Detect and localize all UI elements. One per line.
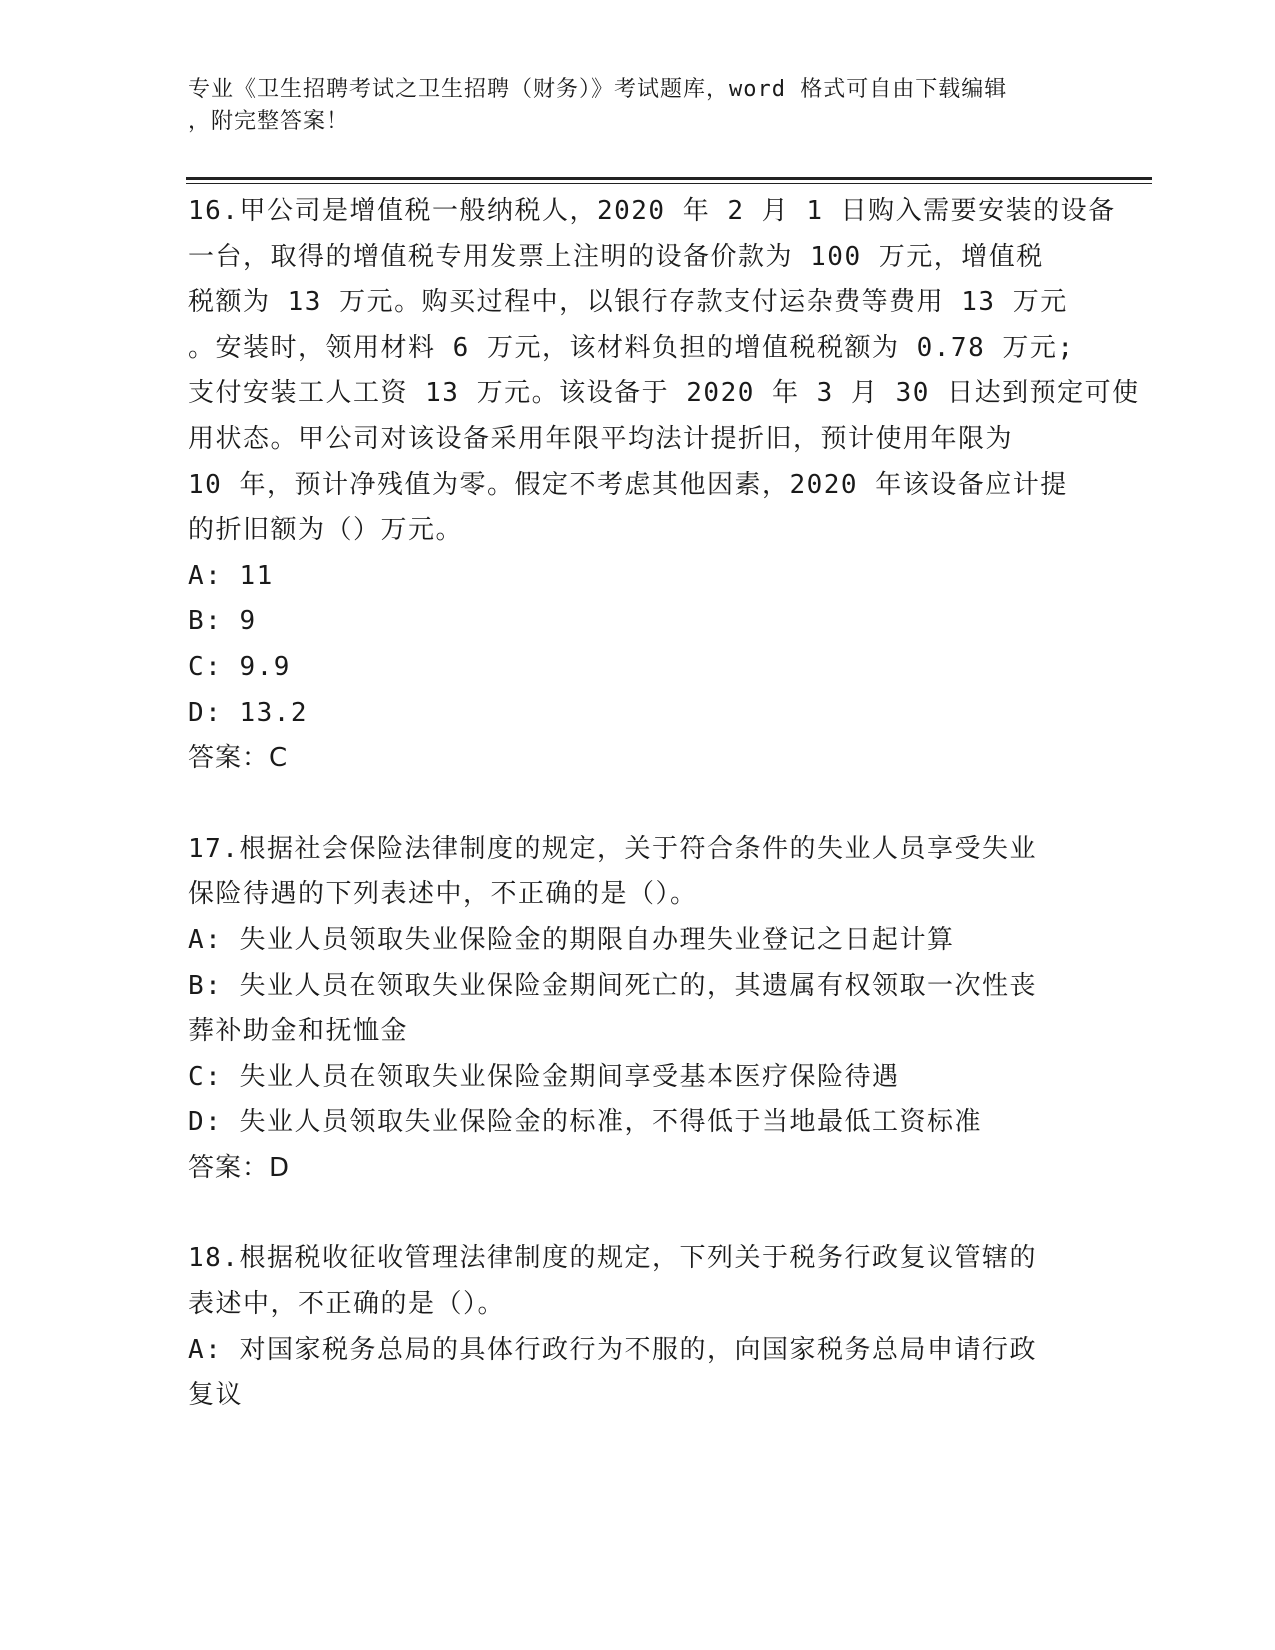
answer-line: 答案：D: [188, 1152, 291, 1183]
question-stem-line: 一台，取得的增值税专用发票上注明的设备价款为 100 万元，增值税: [188, 241, 1044, 272]
question-stem-line: 用状态。甲公司对该设备采用年限平均法计提折旧，预计使用年限为: [188, 423, 1014, 454]
question-list: [188, 189, 1140, 1464]
option-line: B: 失业人员在领取失业保险金期间死亡的，其遗属有权领取一次性丧: [188, 970, 1037, 1001]
question-stem-line: 18.根据税收征收管理法律制度的规定，下列关于税务行政复议管辖的: [188, 1243, 1037, 1274]
question-stem-line: 支付安装工人工资 13 万元。该设备于 2020 年 3 月 30 日达到预定可使: [188, 378, 1140, 409]
answer-line: 答案：C: [188, 743, 289, 774]
question-stem-line: 税额为 13 万元。购买过程中，以银行存款支付运杂费等费用 13 万元: [188, 287, 1068, 318]
option-line: C: 9.9: [188, 651, 291, 682]
option-line: A: 对国家税务总局的具体行政行为不服的，向国家税务总局申请行政: [188, 1334, 1037, 1365]
option-line: 复议: [188, 1380, 244, 1411]
document-header: [188, 74, 1088, 138]
option-line: A: 失业人员领取失业保险金的期限自办理失业登记之日起计算: [188, 924, 955, 955]
question-stem-line: 17.根据社会保险法律制度的规定，关于符合条件的失业人员享受失业: [188, 833, 1037, 864]
question-block: [188, 189, 1140, 782]
question-block: [188, 1236, 1088, 1418]
option-line: C: 失业人员在领取失业保险金期间享受基本医疗保险待遇: [188, 1061, 900, 1092]
option-line: B: 9: [188, 606, 257, 637]
option-line: D: 13.2: [188, 697, 309, 728]
header-divider-thin: [186, 183, 1152, 184]
question-stem-line: 表述中，不正确的是（）。: [188, 1289, 506, 1320]
option-line: 葬补助金和抚恤金: [188, 1016, 409, 1047]
question-stem-line: 保险待遇的下列表述中，不正确的是（）。: [188, 879, 698, 910]
question-block: [188, 827, 1088, 1192]
option-line: A: 11: [188, 560, 274, 591]
header-divider: [186, 177, 1152, 180]
question-stem-line: 16.甲公司是增值税一般纳税人，2020 年 2 月 1 日购入需要安装的设备: [188, 196, 1116, 226]
option-line: D: 失业人员领取失业保险金的标准，不得低于当地最低工资标准: [188, 1107, 982, 1138]
question-stem-line: 的折旧额为（）万元。: [188, 515, 464, 546]
question-stem-line: 。安装时，领用材料 6 万元，该材料负担的增值税税额为 0.78 万元;: [188, 332, 1075, 363]
header-line: 专业《卫生招聘考试之卫生招聘（财务）》考试题库，word 格式可自由下载编辑: [188, 77, 1008, 102]
question-stem-line: 10 年，预计净残值为零。假定不考虑其他因素，2020 年该设备应计提: [188, 469, 1068, 500]
header-line: ，附完整答案！: [188, 109, 350, 134]
